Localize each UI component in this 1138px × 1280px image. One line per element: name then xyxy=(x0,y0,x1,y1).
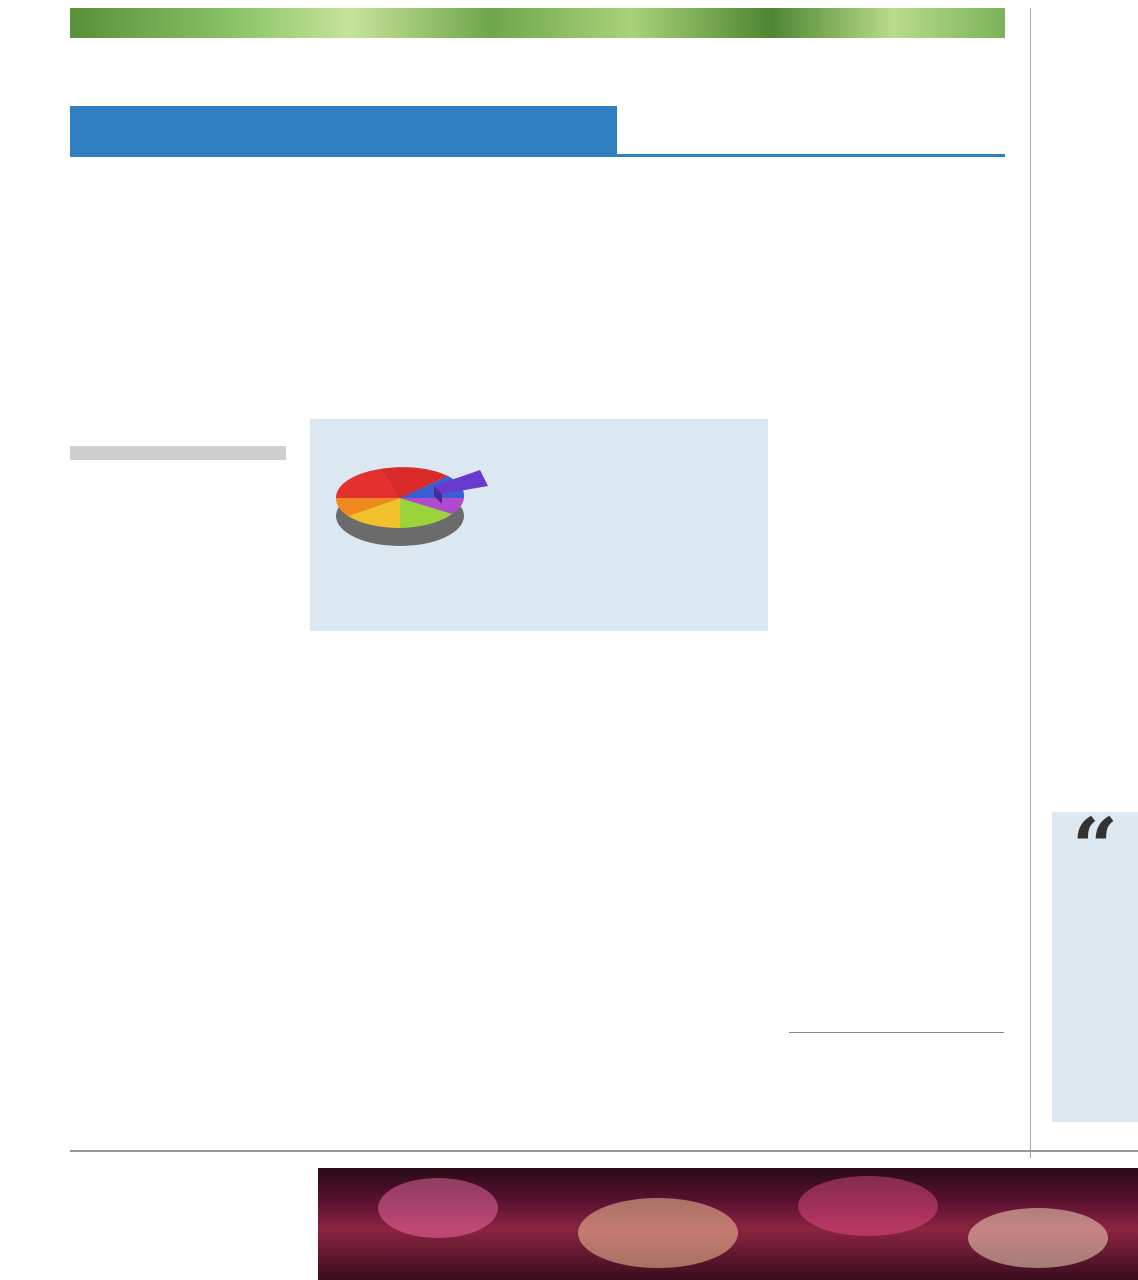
byline-divider xyxy=(70,446,286,460)
top-photo xyxy=(70,8,1005,38)
pull-quote-text xyxy=(1058,878,1138,1118)
bottom-story-photo xyxy=(318,1168,1138,1280)
column-separator xyxy=(1030,8,1031,1158)
section-divider xyxy=(70,1150,1138,1152)
quote-mark-icon: “ xyxy=(1072,800,1119,894)
adjacent-article-column xyxy=(1042,10,1138,810)
pie-chart-illustration xyxy=(330,442,496,554)
sidebar-divider xyxy=(789,1032,1004,1033)
kicker-bar xyxy=(70,106,1005,157)
kicker-label xyxy=(70,106,617,154)
